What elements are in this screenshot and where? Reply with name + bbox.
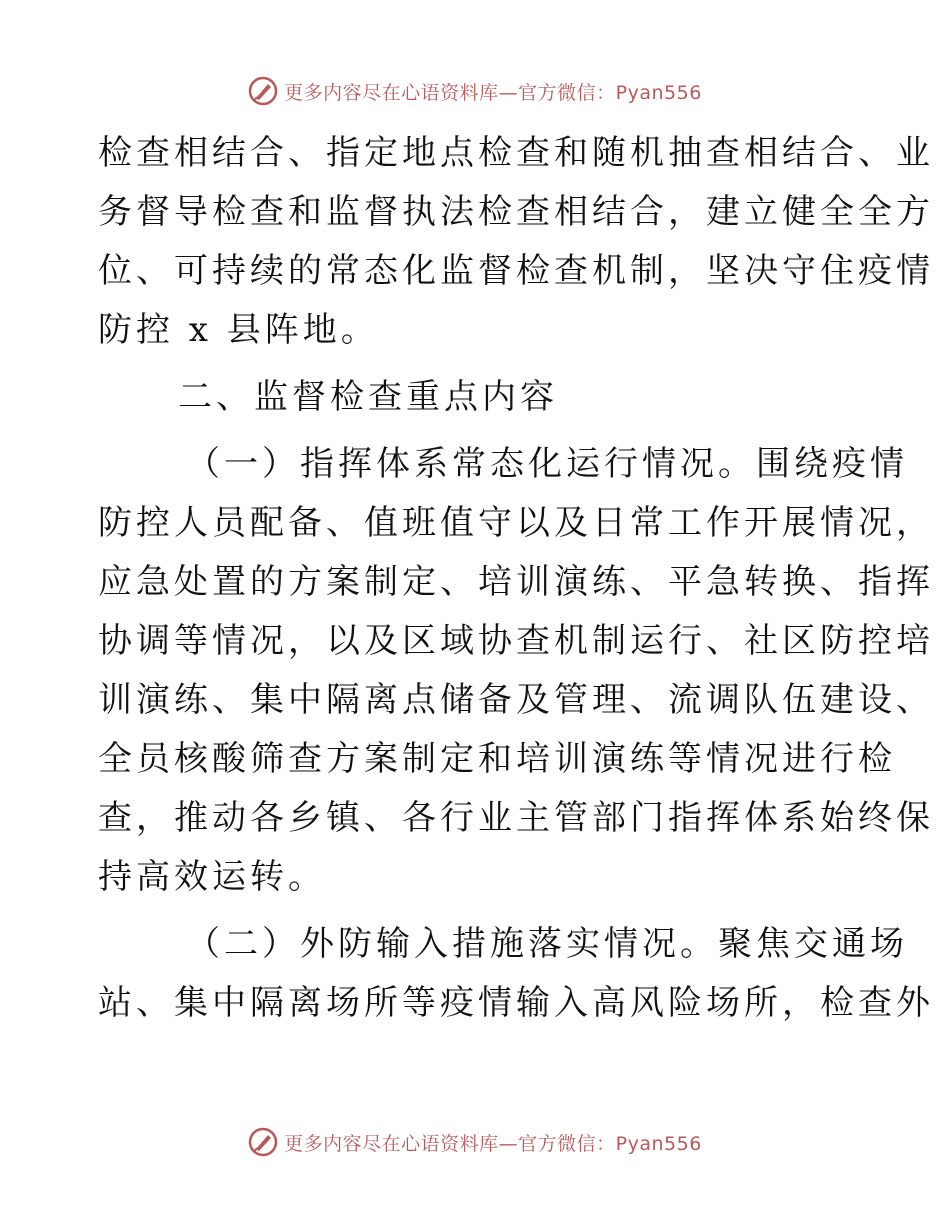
text-line: 站、集中隔离场所等疫情输入高风险场所，检查外 <box>98 983 934 1023</box>
quill-logo-icon <box>248 76 278 106</box>
paragraph-1 <box>98 124 934 360</box>
text-line: 检查相结合、指定地点检查和随机抽查相结合、业 <box>98 133 934 173</box>
heading-text: 二、监督检查重点内容 <box>178 377 558 417</box>
subsection-1 <box>98 435 934 907</box>
watermark-header <box>0 76 950 106</box>
watermark-footer <box>0 1127 950 1157</box>
section-heading <box>98 368 850 427</box>
document-body <box>98 124 934 1033</box>
text-line: 防控人员配备、值班值守以及日常工作开展情况， <box>98 503 934 543</box>
text-line: 务督导检查和监督执法检查相结合，建立健全全方 <box>98 192 934 232</box>
watermark-text: 更多内容尽在心语资料库—官方微信：Pyan556 <box>284 1132 702 1155</box>
text-line: 防控 x 县阵地。 <box>98 310 379 350</box>
quill-logo-icon <box>248 1127 278 1157</box>
text-line: （二）外防输入措施落实情况。聚焦交通场 <box>186 924 908 964</box>
text-line: 训演练、集中隔离点储备及管理、流调队伍建设、 <box>98 680 934 720</box>
text-line: 应急处置的方案制定、培训演练、平急转换、指挥 <box>98 562 934 602</box>
text-line: 查，推动各乡镇、各行业主管部门指挥体系始终保 <box>98 798 934 838</box>
text-line: 持高效运转。 <box>98 857 326 897</box>
text-line: 协调等情况，以及区域协查机制运行、社区防控培 <box>98 621 934 661</box>
text-line: 全员核酸筛查方案制定和培训演练等情况进行检 <box>98 739 896 779</box>
text-line: （一）指挥体系常态化运行情况。围绕疫情 <box>186 444 908 484</box>
text-line: 位、可持续的常态化监督检查机制，坚决守住疫情 <box>98 251 934 291</box>
watermark-text: 更多内容尽在心语资料库—官方微信：Pyan556 <box>284 81 702 104</box>
subsection-2 <box>98 915 934 1033</box>
